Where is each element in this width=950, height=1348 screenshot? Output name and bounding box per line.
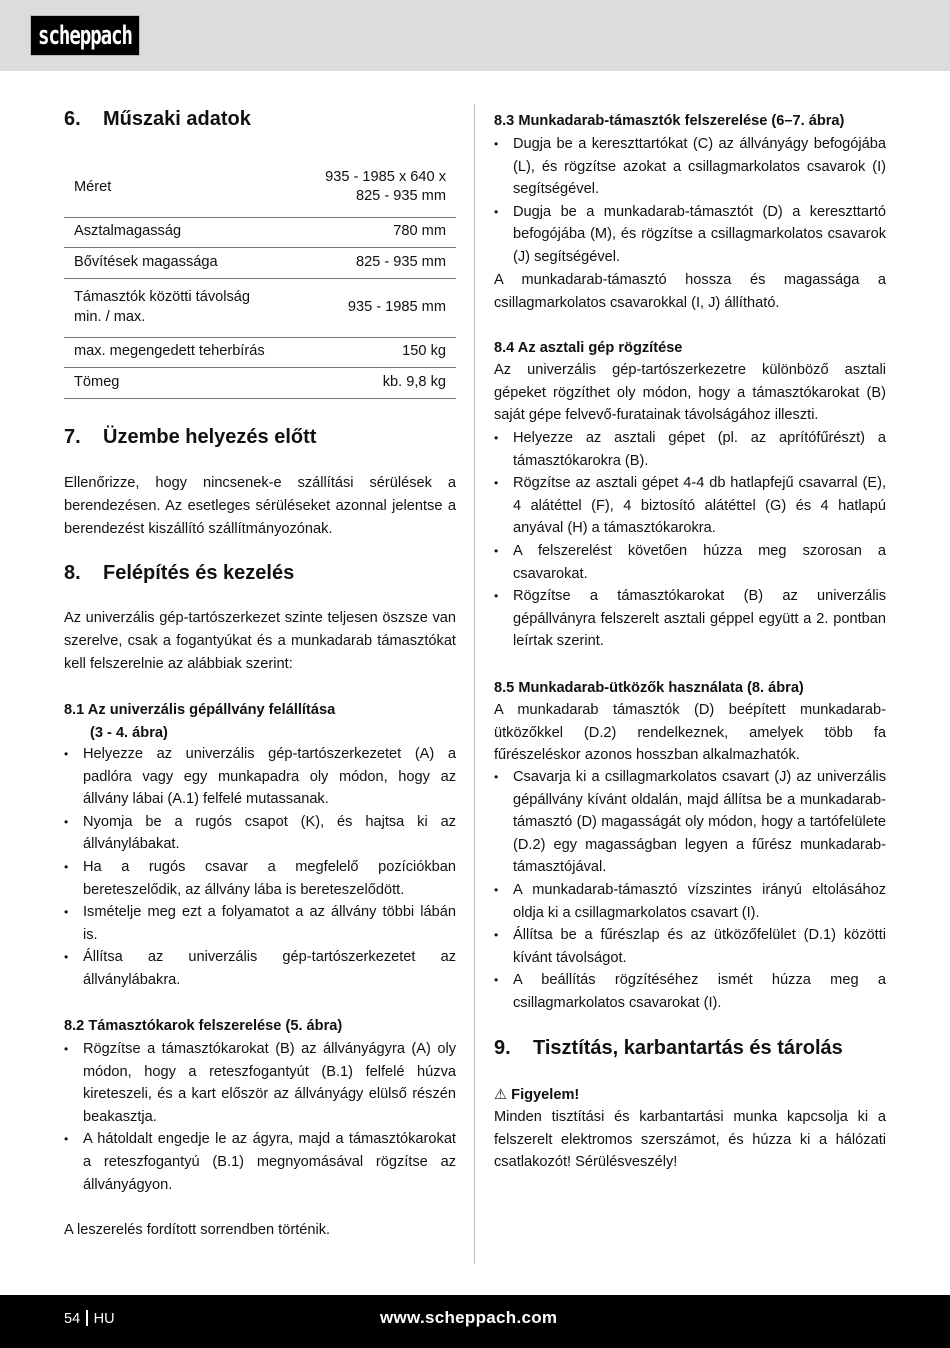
list-item: • Rögzítse az asztali gépet 4-4 db hatlapfejű csavarral (E), 4 alátéttel (F), 4 biztosító alátéttel (G) és 4 hatlapú anyával (H) a támasztókarokra. (494, 472, 886, 540)
list-item: • Rögzítse a támasztókarokat (B) az állványágyra (A) oly módon, hogy a reteszfogantyút (B.1) felfelé húzva kireteszeli, és a kart először az állványágy elülső részén beakasztja. (64, 1038, 456, 1128)
list-item: • Dugja be a kereszttartókat (C) az állványágy befogójába (L), és rögzítse azokat a csillagmarkolatos csavarok (I) segítségével. (494, 133, 886, 201)
list-item: • Rögzítse a támasztókarokat (B) az univerzális gépállványra felszerelt asztali géppel együtt a 2. pontban leírtak szerint. (494, 585, 886, 653)
language-code: HU (93, 1311, 115, 1327)
section-8-2-heading: 8.2 Támasztókarok felszerelése (5. ábra) (64, 1018, 343, 1034)
section-8-5-text: A munkadarab támasztók (D) beépített munkadarab-ütközőkkel (D.2) rendelkeznek, amelyek több fa fűrészeléskor azonos hosszban alkalmazhatók. (494, 702, 886, 764)
section-8-3-heading: 8.3 Munkadarab-támasztók felszerelése (6–7. ábra) (494, 113, 845, 129)
warning-triangle-icon: ⚠ (494, 1087, 508, 1103)
section-8-1-heading: 8.1 Az univerzális gépállvány felállítása (3 - 4. ábra) (64, 702, 336, 741)
technical-data-table (64, 158, 456, 399)
list-item: • Helyezze az asztali gépet (pl. az aprítófűrészt) a támasztókarokra (B). (494, 427, 886, 472)
list-item: • A hátoldalt engedje le az ágyra, majd a támasztókarokat a reteszfogantyú (B.1) megnyomásával rögzítse az állványágyon. (64, 1128, 456, 1196)
list-item: • Állítsa be a fűrészlap és az ütközőfelület (D.1) közötti kívánt távolságot. (494, 924, 886, 969)
section-8-3-list (494, 133, 886, 269)
section-8-text: Az univerzális gép-tartószerkezet szinte teljesen öszsze van szerelve, csak a fogantyúkat és a munkadarab támasztókat kell felszerelnie az alábbiak szerint: (64, 610, 456, 672)
list-item: • A munkadarab-támasztó vízszintes irányú eltolásához oldja ki a csillagmarkolatos csavart (I). (494, 879, 886, 924)
spec-row: Tömeg kb. 9,8 kg (64, 367, 456, 398)
section-7-text: Ellenőrizze, hogy nincsenek-e szállítási sérülések a berendezésen. Az esetleges sérüléseket azonnal jelentse a berendezést kiszállító szállítmányozónak. (64, 475, 456, 537)
section-8-4-list (494, 427, 886, 653)
section-6-heading: 6. Műszaki adatok (64, 108, 251, 130)
section-7-heading: 7. Üzembe helyezés előtt (64, 426, 317, 448)
list-item: • Csavarja ki a csillagmarkolatos csavart (J) az univerzális gépállvány kívánt oldalán, majd állítsa be a munkadarab-támasztó (D) magasságát oly módon, hogy a tartófelülete (D.2) egy magasságban legyen a fűrész munkadarab-támasztójával. (494, 766, 886, 879)
website-link[interactable]: www.scheppach.com (380, 1308, 558, 1327)
section-8-4-heading: 8.4 Az asztali gép rögzítése (494, 340, 683, 356)
warning-text: Minden tisztítási és karbantartási munka kapcsolja ki a felszerelt elektromos szerszámot, és húzza ki a hálózati csatlakozót! Sérülésveszély! (494, 1109, 886, 1171)
separator (86, 1310, 88, 1326)
section-8-1-list (64, 743, 456, 992)
list-item: • A felszerelést követően húzza meg szorosan a csavarokat. (494, 540, 886, 585)
page-footer (0, 1295, 950, 1348)
list-item: • Helyezze az univerzális gép-tartószerkezetet (A) a padlóra vagy egy munkapadra oly módon, hogy az állvány lábai (A.1) felfelé mutassanak. (64, 743, 456, 811)
list-item: • Dugja be a munkadarab-támasztót (D) a kereszttartó befogójába (M), és rögzítse a csillagmarkolatos csavarok (J) segítségével. (494, 201, 886, 269)
section-9-heading: 9. Tisztítás, karbantartás és tárolás (494, 1037, 843, 1059)
section-8-2-list (64, 1038, 456, 1196)
spec-row: Méret 935 - 1985 x 640 x 825 - 935 mm (64, 158, 456, 217)
section-8-heading: 8. Felépítés és kezelés (64, 562, 295, 584)
list-item: • A beállítás rögzítéséhez ismét húzza meg a csillagmarkolatos csavarokat (I). (494, 969, 886, 1014)
list-item: • Ha a rugós csavar a megfelelő pozíciókban bereteszelődik, az állvány lába is bereteszelődött. (64, 856, 456, 901)
spec-row: Támasztók közötti távolság min. / max. 935 - 1985 mm (64, 278, 456, 337)
scheppach-logo (30, 15, 140, 56)
list-item: • Nyomja be a rugós csapot (K), és hajtsa ki az állványlábakat. (64, 811, 456, 856)
spec-row: Bővítések magassága 825 - 935 mm (64, 247, 456, 278)
spec-row: Asztalmagasság 780 mm (64, 217, 456, 247)
page-number: 54 HU (64, 1311, 115, 1327)
header-band (0, 0, 950, 71)
list-item: • Ismételje meg ezt a folyamatot a az állvány többi lábán is. (64, 901, 456, 946)
section-8-4-text: Az univerzális gép-tartószerkezetre különböző asztali gépeket rögzíthet oly módon, hogy a támasztókarokat (B) saját gépe felvevő-furatainak távolságához illeszti. (494, 362, 886, 424)
logo-text: scheppach (38, 20, 132, 51)
spec-row: max. megengedett teherbírás 150 kg (64, 337, 456, 367)
section-8-3-text: A munkadarab-támasztó hossza és magassága a csillagmarkolatos csavarokkal (I, J) állítható. (494, 272, 886, 311)
warning-heading: ⚠ Figyelem! (494, 1087, 580, 1103)
section-8-5-list (494, 766, 886, 1015)
list-item: • Állítsa az univerzális gép-tartószerkezetet az állványlábakra. (64, 946, 456, 991)
column-divider (474, 104, 475, 1264)
section-8-5-heading: 8.5 Munkadarab-ütközők használata (8. ábra) (494, 680, 804, 696)
disassembly-note: A leszerelés fordított sorrendben történik. (64, 1222, 331, 1238)
